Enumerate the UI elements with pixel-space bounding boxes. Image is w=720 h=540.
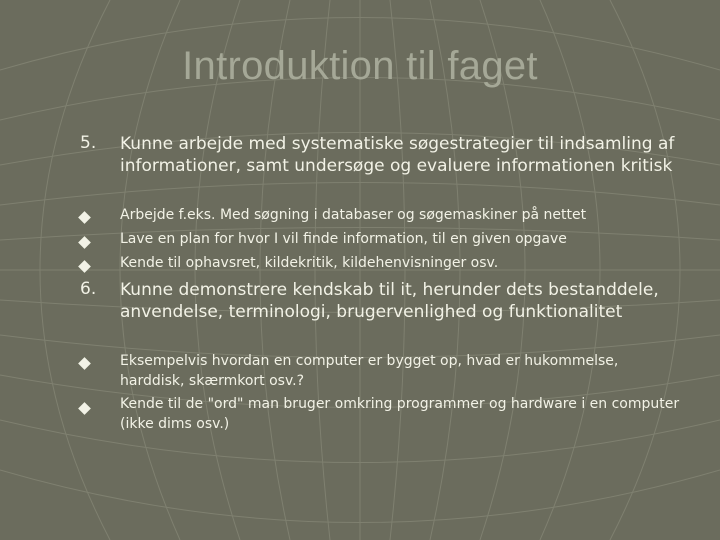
- diamond-bullet-icon: [80, 233, 89, 251]
- bullet-text: Eksempelvis hvordan en computer er bygget op, hvad er hukommelse, harddisk, skærmkort osv.?: [120, 353, 619, 389]
- bullet-text: Kende til de "ord" man bruger omkring programmer og hardware i en computer (ikke dims osv.): [120, 396, 680, 432]
- diamond-bullet-icon: [80, 208, 89, 226]
- diamond-bullet-icon: [80, 257, 89, 275]
- bullet-text: Arbejde f.eks. Med søgning i databaser og søgemaskiner på nettet: [120, 207, 587, 223]
- section-number: 5.: [80, 133, 97, 153]
- bullet-text: Kende til ophavsret, kildekritik, kildehenvisninger osv.: [120, 255, 499, 271]
- diamond-bullet-icon: [80, 399, 89, 417]
- bullet-text: Lave en plan for hvor I vil finde information, til en given opgave: [120, 231, 567, 247]
- slide-title: Introduktion til faget: [182, 44, 538, 88]
- section-number: 6.: [80, 279, 97, 299]
- section-heading: Kunne demonstrere kendskab til it, herunder dets bestanddele, anvendelse, terminologi, brugervenlighed og funktionalitet: [120, 280, 659, 322]
- diamond-bullet-icon: [80, 354, 89, 372]
- section-heading: Kunne arbejde med systematiske søgestrategier til indsamling af informationer, samt undersøge og evaluere informationen kritisk: [120, 134, 675, 176]
